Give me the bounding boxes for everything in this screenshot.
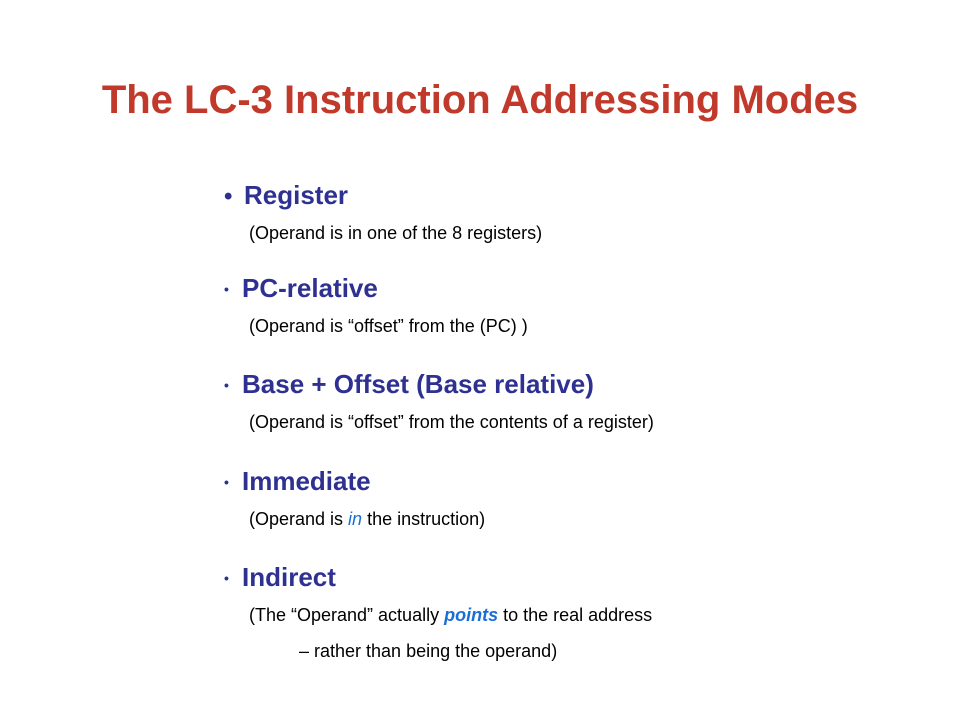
mode-description-indirect	[249, 601, 652, 629]
mode-base-offset	[224, 364, 654, 436]
bullet-icon: •	[224, 377, 229, 393]
bullet-icon: •	[224, 281, 229, 297]
description-text: the instruction)	[362, 509, 486, 529]
mode-description-pc-relative: (Operand is “offset” from the (PC) )	[249, 316, 528, 336]
mode-heading	[224, 461, 485, 501]
mode-name-pc-relative: PC-relative	[242, 273, 378, 303]
description-text: (The “Operand” actually	[249, 605, 445, 625]
mode-description-base-offset: (Operand is “offset” from the contents of a register)	[249, 412, 654, 432]
mode-pc-relative	[224, 268, 528, 340]
slide-title: The LC-3 Instruction Addressing Modes	[101, 78, 859, 122]
mode-heading	[224, 175, 542, 215]
mode-name-immediate: Immediate	[242, 466, 371, 496]
description-emphasis: in	[348, 509, 363, 529]
mode-description-register: (Operand is in one of the 8 registers)	[249, 223, 543, 243]
bullet-icon: •	[224, 183, 233, 210]
mode-heading	[224, 364, 654, 404]
mode-name-indirect: Indirect	[242, 562, 336, 592]
description-text: (Operand is	[249, 509, 349, 529]
mode-register	[224, 175, 542, 247]
description-text: to the real address	[498, 605, 653, 625]
mode-immediate	[224, 461, 485, 533]
mode-description-continuation: – rather than being the operand)	[299, 641, 558, 661]
mode-heading	[224, 557, 652, 597]
mode-description-immediate	[249, 505, 485, 533]
bullet-icon: •	[224, 474, 229, 490]
mode-name-base-offset: Base + Offset (Base relative)	[242, 369, 594, 399]
description-emphasis: points	[444, 605, 499, 625]
mode-name-register: Register	[244, 180, 349, 210]
mode-indirect	[224, 557, 652, 665]
bullet-icon: •	[224, 570, 229, 586]
mode-heading	[224, 268, 528, 308]
